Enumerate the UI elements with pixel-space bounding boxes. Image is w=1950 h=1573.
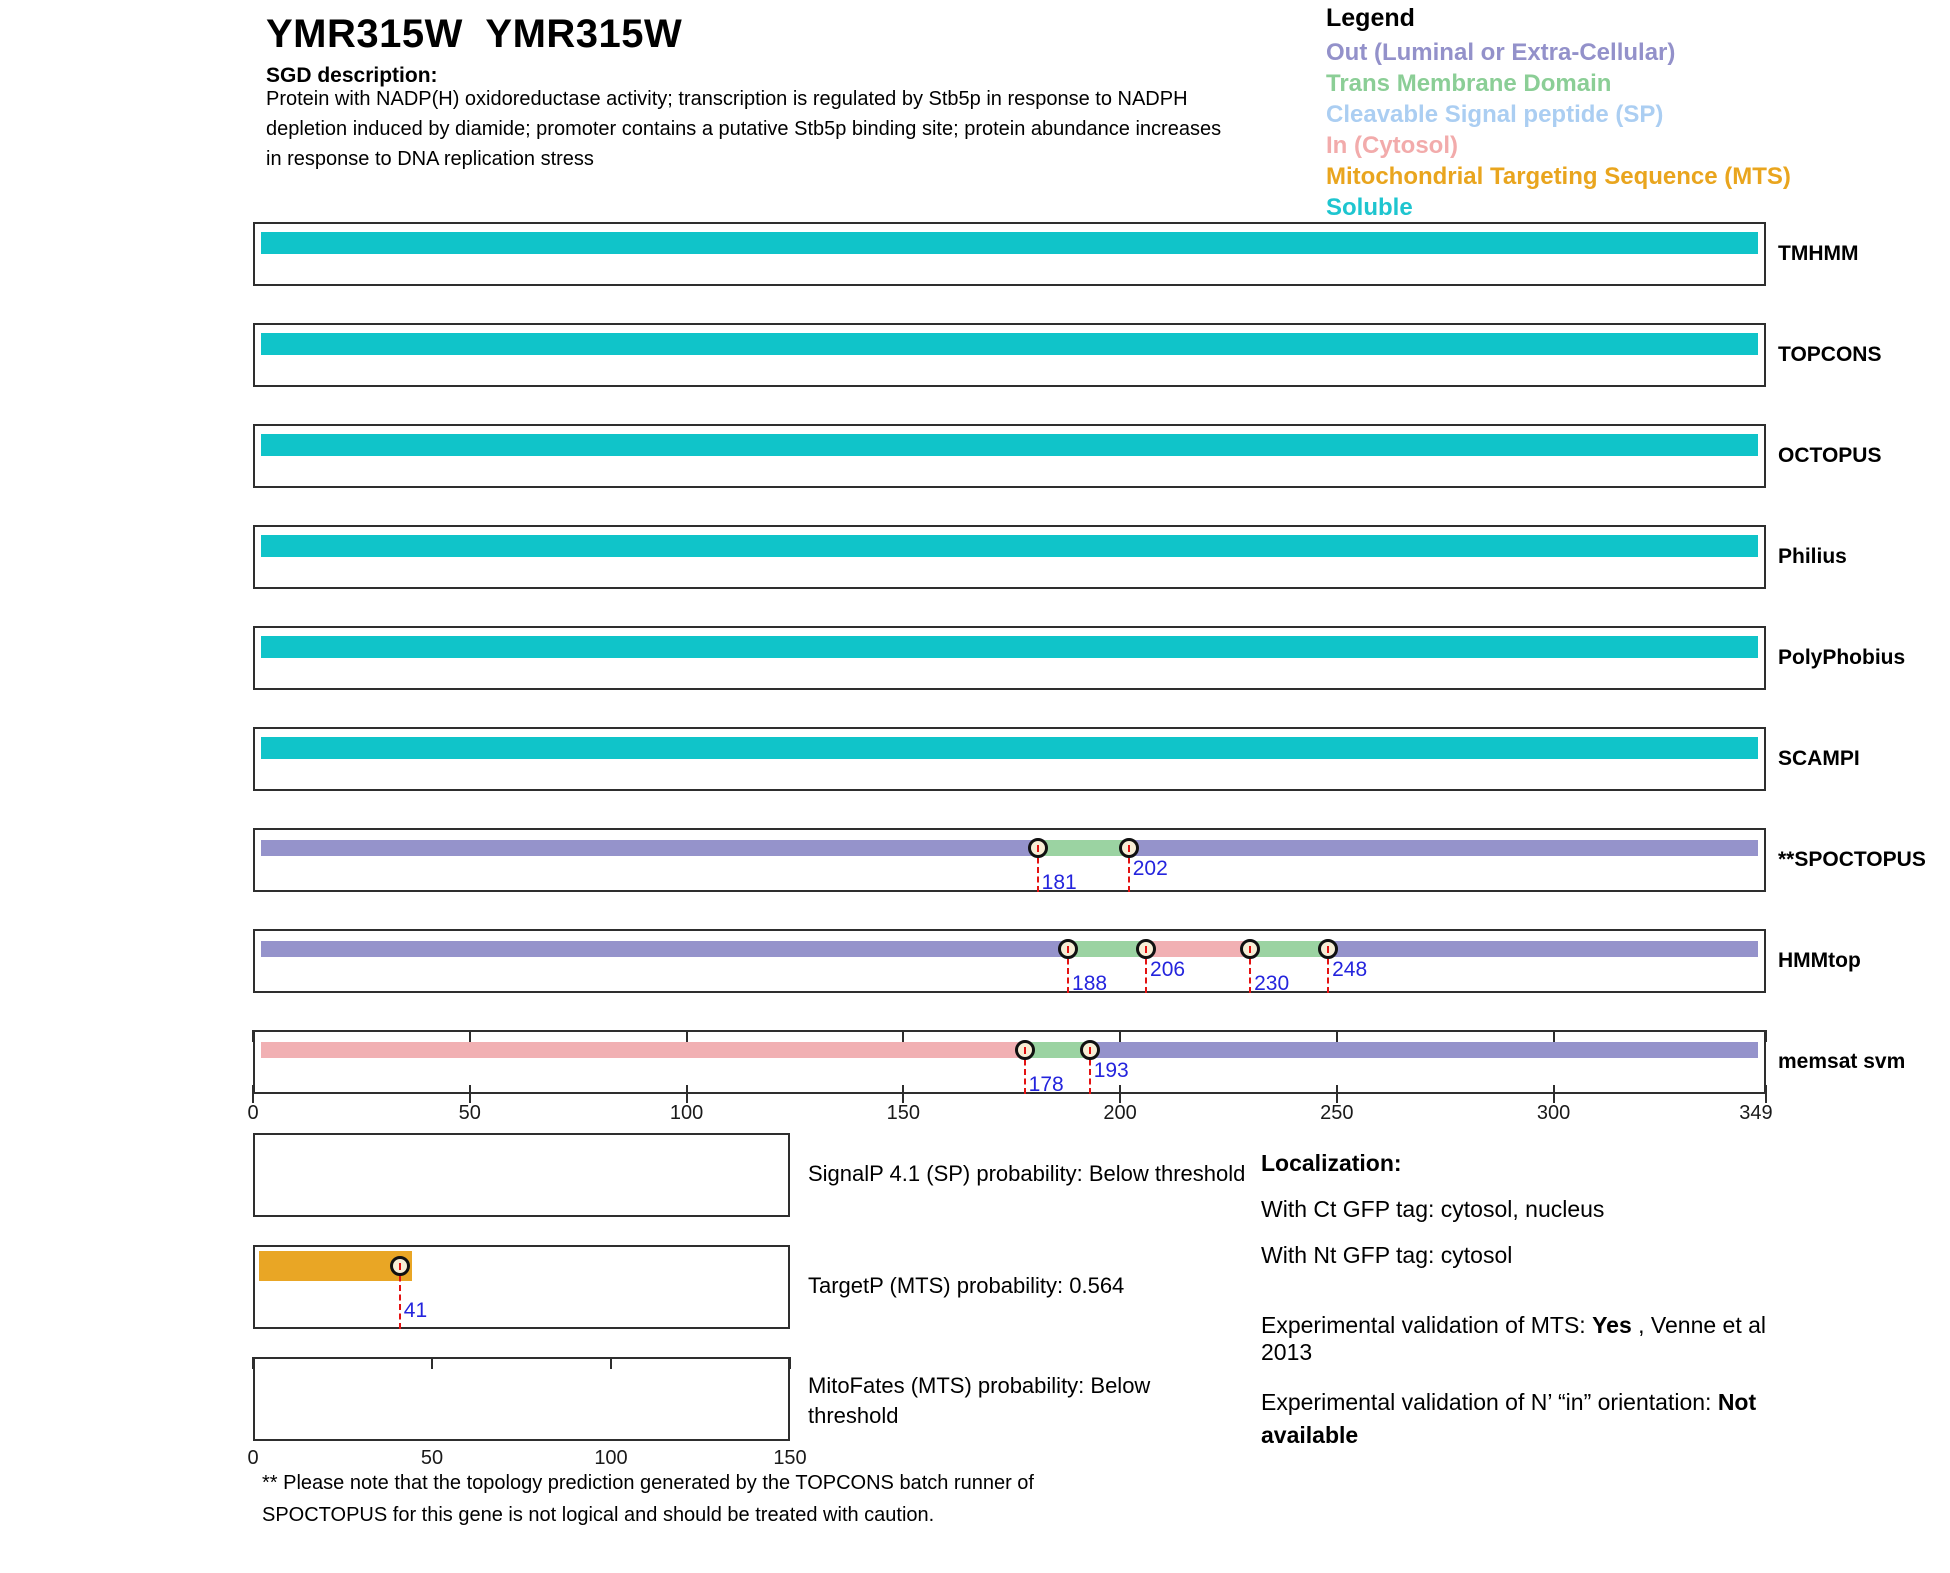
track-bar-segment-out — [1328, 941, 1758, 957]
panel-axis-tick — [789, 1357, 791, 1369]
boundary-label: 202 — [1132, 857, 1168, 880]
track-label: OCTOPUS — [1778, 444, 1882, 467]
sgd-description-line: depletion induced by diamide; promoter contains a putative Stb5p binding site; protein abundance increases — [266, 118, 1222, 140]
boundary-circle-dash — [1327, 946, 1329, 953]
track-axis-tick — [469, 1030, 471, 1042]
track-box-hmmtop — [253, 929, 1766, 993]
panel-axis-tick-label: 0 — [247, 1447, 259, 1469]
axis-tick-label: 349 — [1739, 1102, 1773, 1124]
boundary-label: 206 — [1150, 958, 1186, 981]
probability-panel-label: TargetP (MTS) probability: 0.564 — [808, 1273, 1125, 1298]
track-bar-segment-in — [261, 1042, 1025, 1058]
track-label: TOPCONS — [1778, 343, 1882, 366]
localization-ct-line: With Ct GFP tag: cytosol, nucleus — [1261, 1196, 1605, 1222]
track-bar-segment-out — [261, 840, 1038, 856]
boundary-label: 178 — [1028, 1073, 1064, 1096]
track-label: Philius — [1778, 545, 1847, 568]
boundary-label: 41 — [403, 1299, 428, 1322]
track-bar-segment-out — [261, 941, 1068, 957]
track-bar-segment-soluble — [261, 434, 1758, 456]
boundary-circle-dash — [1024, 1047, 1026, 1054]
track-bar-segment-tm — [1250, 941, 1328, 957]
legend-item-soluble: Soluble — [1326, 194, 1413, 221]
boundary-circle-dash — [399, 1263, 401, 1270]
footnote-line: SPOCTOPUS for this gene is not logical and should be treated with caution. — [262, 1504, 935, 1526]
track-axis-tick — [1119, 1030, 1121, 1042]
track-axis-tick — [1553, 1030, 1555, 1042]
track-bar-segment-tm — [1068, 941, 1146, 957]
track-label: TMHMM — [1778, 242, 1859, 265]
probability-panel-label: SignalP 4.1 (SP) probability: Below threshold — [808, 1161, 1246, 1186]
legend-item-sp: Cleavable Signal peptide (SP) — [1326, 101, 1664, 128]
boundary-label: 188 — [1072, 972, 1108, 995]
panel-axis-tick-label: 150 — [773, 1447, 807, 1469]
track-label: **SPOCTOPUS — [1778, 848, 1926, 871]
legend-title: Legend — [1326, 4, 1415, 32]
page-title: YMR315W YMR315W — [266, 12, 683, 56]
track-bar-segment-soluble — [261, 333, 1758, 355]
panel-axis-tick-label: 100 — [594, 1447, 628, 1469]
track-axis-tick — [252, 1085, 254, 1103]
legend-item-out: Out (Luminal or Extra-Cellular) — [1326, 39, 1676, 66]
track-axis-tick — [686, 1030, 688, 1042]
track-axis-tick — [1119, 1085, 1121, 1103]
track-bar-segment-in — [1146, 941, 1250, 957]
axis-tick-label: 50 — [458, 1102, 481, 1124]
legend-item-tm: Trans Membrane Domain — [1326, 70, 1612, 97]
track-label: SCAMPI — [1778, 747, 1860, 770]
boundary-circle-dash — [1145, 946, 1147, 953]
sgd-description-line: Protein with NADP(H) oxidoreductase activity; transcription is regulated by Stb5p in response to NADPH — [266, 88, 1188, 110]
track-bar-segment-tm — [1038, 840, 1129, 856]
mts-validation-suffix: , Venne et al 2013 — [1261, 1312, 1767, 1365]
track-bar-segment-soluble — [261, 535, 1758, 557]
localization-nt-line: With Nt GFP tag: cytosol — [1261, 1242, 1513, 1268]
track-bar-segment-soluble — [261, 737, 1758, 759]
probability-panel-label: MitoFates (MTS) probability: Below threshold — [808, 1373, 1151, 1428]
panel-axis-tick-label: 50 — [420, 1447, 444, 1469]
boundary-label: 193 — [1093, 1059, 1129, 1082]
orientation-value: Not available — [1261, 1389, 1757, 1448]
track-axis-tick — [469, 1085, 471, 1103]
track-axis-tick — [686, 1085, 688, 1103]
track-bar-segment-out — [1129, 840, 1758, 856]
track-label: PolyPhobius — [1778, 646, 1906, 669]
probability-panel-box-signalp — [253, 1133, 790, 1217]
axis-tick-label: 250 — [1320, 1102, 1354, 1124]
axis-tick-label: 100 — [669, 1102, 704, 1124]
axis-tick-label: 300 — [1536, 1102, 1571, 1124]
legend-item-mts: Mitochondrial Targeting Sequence (MTS) — [1326, 163, 1791, 190]
boundary-label: 181 — [1041, 871, 1077, 894]
track-bar-segment-soluble — [261, 636, 1758, 658]
boundary-circle-dash — [1089, 1047, 1091, 1054]
legend — [1326, 4, 1791, 223]
panel-axis-tick — [431, 1357, 433, 1369]
localization-heading: Localization: — [1261, 1150, 1402, 1176]
boundary-circle-dash — [1249, 946, 1251, 953]
track-box-spoctopus — [253, 828, 1766, 892]
boundary-label: 230 — [1254, 972, 1290, 995]
track-box-memsatsvm — [253, 1030, 1766, 1094]
mts-validation-value: Yes — [1592, 1312, 1632, 1338]
axis-tick-label: 0 — [247, 1102, 259, 1124]
panel-axis-tick — [252, 1357, 254, 1369]
sgd-description-line: in response to DNA replication stress — [266, 148, 594, 170]
footnote-line: ** Please note that the topology prediction generated by the TOPCONS batch runner of — [262, 1472, 1034, 1494]
track-label: memsat svm — [1778, 1050, 1906, 1073]
probability-bar-mts — [259, 1251, 412, 1281]
sgd-description-heading: SGD description: — [266, 64, 438, 87]
track-axis-tick — [1336, 1030, 1338, 1042]
track-axis-tick — [902, 1085, 904, 1103]
legend-item-in: In (Cytosol) — [1326, 132, 1458, 159]
orientation-prefix: Experimental validation of N’ “in” orientation: — [1261, 1389, 1718, 1415]
boundary-circle-dash — [1067, 946, 1069, 953]
axis-tick-label: 200 — [1103, 1102, 1137, 1124]
track-axis-tick — [1553, 1085, 1555, 1103]
track-axis-tick — [902, 1030, 904, 1042]
probability-panel-box-mitofates — [253, 1357, 790, 1441]
boundary-circle-dash — [1128, 845, 1130, 852]
track-axis-tick — [1336, 1085, 1338, 1103]
track-bar-segment-soluble — [261, 232, 1758, 254]
axis-tick-label: 150 — [886, 1102, 920, 1124]
panel-axis-tick — [610, 1357, 612, 1369]
boundary-label: 248 — [1332, 958, 1368, 981]
mts-validation-line — [1261, 1312, 1821, 1366]
track-label: HMMtop — [1778, 949, 1861, 972]
track-axis-tick — [252, 1030, 254, 1042]
orientation-validation-line — [1261, 1386, 1781, 1452]
boundary-circle-dash — [1037, 845, 1039, 852]
mts-validation-prefix: Experimental validation of MTS: — [1261, 1312, 1593, 1338]
track-axis-tick — [1765, 1085, 1767, 1103]
track-bar-segment-out — [1090, 1042, 1758, 1058]
track-axis-tick — [1765, 1030, 1767, 1042]
